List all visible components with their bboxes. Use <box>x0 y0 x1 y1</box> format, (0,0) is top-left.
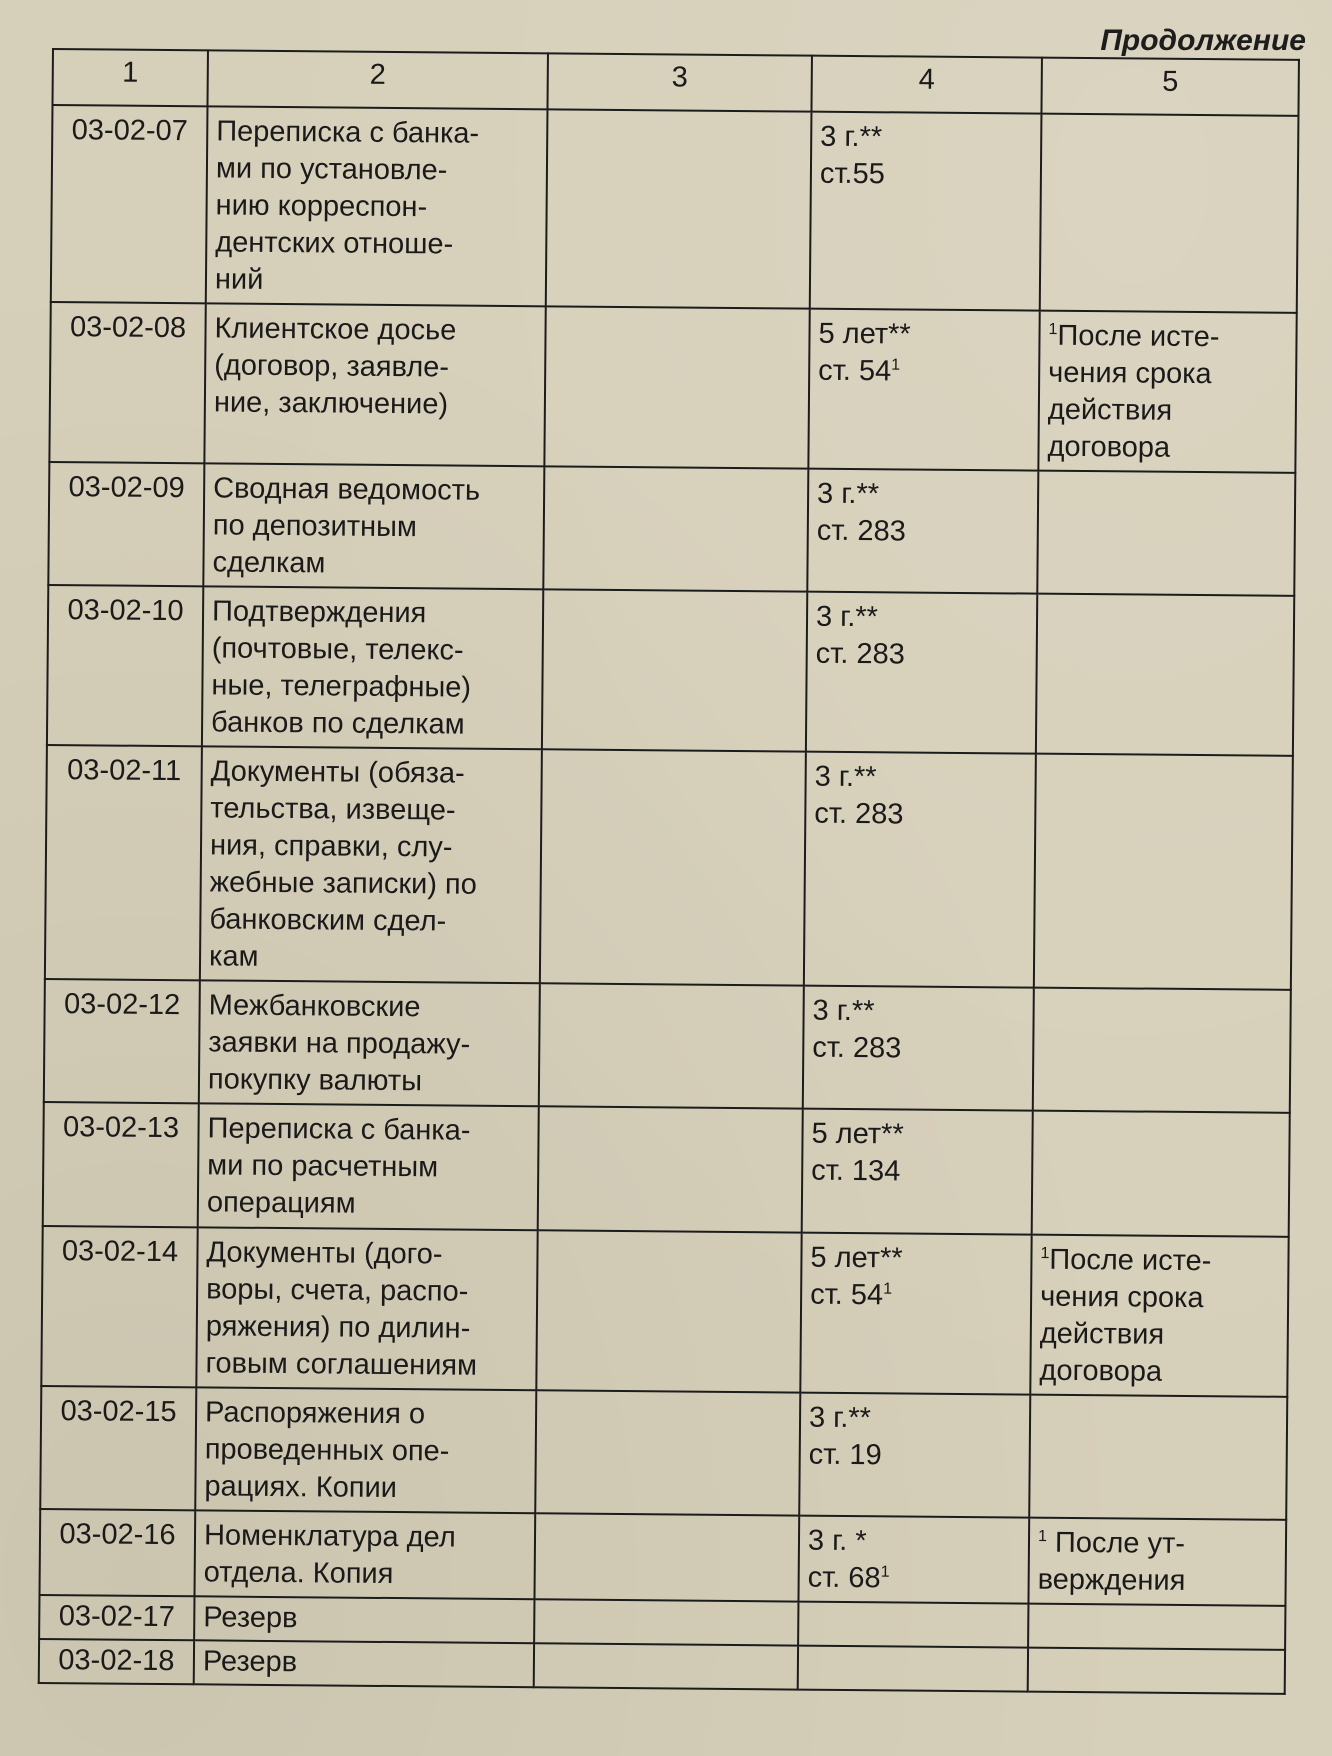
row-code: 03-02-09 <box>48 462 204 586</box>
row-title-line: Распоряжения о <box>204 1396 426 1431</box>
storage-term: 3 г.** <box>808 1401 872 1435</box>
storage-article-text: ст. 283 <box>815 637 905 671</box>
storage-term <box>807 1605 1019 1607</box>
storage-article <box>818 353 1030 392</box>
storage-term: 3 г.** <box>812 994 875 1028</box>
storage-article <box>807 1649 1019 1651</box>
row-note <box>1029 1395 1287 1520</box>
row-title-line: заявки на продажу- <box>208 1026 471 1061</box>
continuation-label: Продолжение <box>1100 24 1306 57</box>
header-col-1: 1 <box>53 49 208 106</box>
table-row <box>48 462 1295 596</box>
row-title-line: ния, справки, слу- <box>209 829 453 864</box>
row-storage-term <box>798 1646 1028 1692</box>
row-title-line: Переписка с банка- <box>207 1112 471 1147</box>
row-title-line: Резерв <box>202 1645 298 1679</box>
storage-article-text: ст. 54 <box>818 354 892 388</box>
row-storage-term <box>810 112 1042 311</box>
storage-term: 3 г.** <box>814 760 877 794</box>
storage-article <box>816 636 1028 675</box>
row-title-line: Резерв <box>203 1601 298 1635</box>
row-title <box>200 746 542 983</box>
row-title-line: проведенных опе- <box>204 1433 450 1468</box>
row-note <box>1034 754 1293 990</box>
row-storage-term <box>802 1109 1033 1235</box>
note-line <box>1038 1562 1277 1601</box>
row-title-line: ми по расчетным <box>207 1149 439 1184</box>
note-line <box>1048 318 1287 357</box>
row-note <box>1038 311 1296 473</box>
row-title-line: Подтверждения <box>211 595 427 630</box>
row-title-line: покупку валюты <box>207 1063 423 1098</box>
storage-article-text: ст. 19 <box>808 1438 882 1472</box>
note-text: После исте- <box>1057 319 1220 354</box>
row-col3 <box>542 589 807 751</box>
table-row <box>40 1386 1287 1520</box>
row-title-line: кам <box>208 940 259 973</box>
row-storage-term <box>803 986 1034 1111</box>
row-title <box>199 980 540 1106</box>
row-title-line: дентских отноше- <box>215 226 454 261</box>
row-code: 03-02-12 <box>44 979 200 1103</box>
note-footnote-mark: 1 <box>1040 1245 1050 1263</box>
header-col-4: 4 <box>811 56 1041 114</box>
note-line <box>1040 1242 1279 1281</box>
table-row <box>45 745 1293 990</box>
storage-term: 5 лет** <box>810 1241 903 1275</box>
row-title <box>206 106 548 306</box>
table-row <box>49 302 1296 473</box>
row-storage-term <box>804 752 1036 988</box>
row-title-line: воры, счета, распо- <box>206 1273 469 1308</box>
row-code: 03-02-13 <box>43 1102 199 1227</box>
row-note <box>1028 1604 1285 1650</box>
row-title-line: банковским сдел- <box>209 903 447 938</box>
note-line <box>1039 1353 1278 1392</box>
row-code: 03-02-11 <box>45 745 202 980</box>
row-note <box>1040 114 1299 313</box>
header-col-5: 5 <box>1041 58 1298 116</box>
storage-article-text: ст. 283 <box>812 1031 902 1065</box>
table-row <box>40 1509 1287 1606</box>
row-title-line: Межбанковские <box>208 989 421 1024</box>
storage-article <box>814 796 1026 835</box>
row-title <box>194 1640 534 1687</box>
table-body <box>39 105 1299 1694</box>
row-col3 <box>538 1106 803 1232</box>
row-title-line: ные, телеграфные) <box>211 669 472 704</box>
row-col3 <box>536 1230 801 1392</box>
row-storage-term <box>798 1602 1028 1648</box>
row-col3 <box>543 466 808 591</box>
row-storage-term <box>800 1233 1031 1395</box>
storage-term: 3 г.** <box>817 477 880 511</box>
note-line <box>1048 355 1287 394</box>
row-col3 <box>544 306 809 468</box>
storage-article-text: ст. 54 <box>810 1278 884 1312</box>
row-note <box>1037 471 1295 596</box>
row-title-line: отдела. Копия <box>203 1556 394 1591</box>
row-title-line: банков по сделкам <box>210 706 465 741</box>
row-title-line: Переписка с банка- <box>216 115 480 150</box>
row-title-line: ми по установле- <box>215 152 448 187</box>
note-line <box>1047 429 1286 468</box>
storage-article <box>810 1277 1022 1316</box>
article-footnote-mark: 1 <box>883 1280 893 1298</box>
row-title-line: (почтовые, телекс- <box>211 632 464 667</box>
storage-term: 5 лет** <box>811 1117 904 1151</box>
row-storage-term <box>799 1393 1030 1518</box>
row-col3 <box>534 1599 798 1645</box>
row-title <box>202 586 543 749</box>
row-title-line: Номенклатура дел <box>203 1519 456 1554</box>
note-text: действия <box>1039 1317 1165 1351</box>
row-code: 03-02-18 <box>39 1639 194 1684</box>
storage-article <box>811 1153 1023 1192</box>
row-title-line: операциям <box>206 1186 356 1220</box>
row-code: 03-02-16 <box>40 1509 196 1596</box>
row-code: 03-02-08 <box>49 302 205 463</box>
row-title-line: Документы (обяза- <box>210 755 465 790</box>
note-text: договора <box>1039 1354 1163 1388</box>
row-title <box>203 463 544 589</box>
row-code: 03-02-07 <box>51 105 208 303</box>
storage-article-text: ст.55 <box>819 157 885 191</box>
note-text: действия <box>1047 393 1173 427</box>
article-footnote-mark: 1 <box>891 356 901 374</box>
note-text: чения срока <box>1040 1280 1204 1315</box>
storage-article <box>820 156 1032 195</box>
note-text: После ут- <box>1046 1526 1186 1560</box>
storage-article-text: ст. 283 <box>816 514 907 548</box>
storage-article <box>808 1560 1020 1599</box>
row-title <box>196 1227 537 1390</box>
note-line <box>1048 392 1287 431</box>
row-note <box>1036 594 1294 756</box>
row-title-line: ний <box>214 263 264 296</box>
note-line <box>1040 1316 1279 1355</box>
note-text: договора <box>1047 430 1171 464</box>
row-title-line: ряжения) по дилин- <box>205 1310 471 1345</box>
row-storage-term <box>798 1516 1029 1604</box>
row-code: 03-02-10 <box>47 585 203 746</box>
row-title <box>195 1387 536 1513</box>
row-title <box>198 1103 539 1230</box>
row-title <box>204 303 545 466</box>
row-title-line: по депозитным <box>212 509 418 544</box>
note-line <box>1038 1525 1277 1564</box>
row-note <box>1033 988 1291 1113</box>
row-col3 <box>539 983 804 1108</box>
row-title-line: рациях. Копии <box>204 1470 398 1505</box>
table-row <box>47 585 1294 756</box>
storage-article-text: ст. 283 <box>814 797 904 831</box>
row-col3 <box>534 1513 799 1601</box>
storage-article <box>817 513 1029 552</box>
note-text: верждения <box>1037 1563 1186 1597</box>
storage-article <box>812 1030 1024 1069</box>
row-title-line: жебные записки) по <box>209 866 477 901</box>
article-footnote-mark: 1 <box>880 1563 890 1581</box>
row-note <box>1032 1111 1290 1237</box>
row-col3 <box>535 1390 800 1515</box>
row-title <box>194 1510 535 1599</box>
row-title-line: тельства, извеще- <box>210 792 456 827</box>
row-title-line: Клиентское досье <box>214 312 457 347</box>
note-footnote-mark: 1 <box>1037 1528 1048 1546</box>
storage-article <box>807 1605 1019 1607</box>
row-title-line: нию корреспон- <box>215 189 428 224</box>
row-storage-term <box>807 469 1038 594</box>
table-row <box>51 105 1299 313</box>
row-title <box>194 1596 534 1643</box>
row-code: 03-02-14 <box>41 1226 197 1387</box>
header-col-2: 2 <box>207 50 547 109</box>
note-text: чения срока <box>1048 356 1212 391</box>
storage-term: 5 лет** <box>818 317 911 351</box>
row-code: 03-02-15 <box>40 1386 196 1510</box>
row-col3 <box>540 749 806 985</box>
note-text: После исте- <box>1049 1243 1212 1278</box>
row-col3 <box>546 109 812 308</box>
row-title-line: сделкам <box>212 546 326 580</box>
storage-term <box>807 1649 1019 1651</box>
row-title-line: ние, заключение) <box>213 386 449 421</box>
storage-article <box>809 1437 1021 1476</box>
row-title-line: Документы (дого- <box>206 1236 443 1271</box>
row-note <box>1028 1518 1286 1606</box>
storage-article-text: ст. 134 <box>811 1154 901 1188</box>
storage-term: 3 г. * <box>807 1524 867 1558</box>
row-note <box>1030 1235 1288 1397</box>
row-storage-term <box>806 592 1037 754</box>
row-code: 03-02-17 <box>39 1595 194 1640</box>
row-title-line: Сводная ведомость <box>213 472 481 507</box>
table-row <box>41 1226 1288 1397</box>
note-footnote-mark: 1 <box>1048 321 1058 339</box>
table-row <box>44 979 1291 1113</box>
row-title-line: (договор, заявле- <box>214 349 450 384</box>
note-line <box>1040 1279 1279 1318</box>
header-col-3: 3 <box>547 53 811 111</box>
storage-term: 3 г.** <box>815 600 879 634</box>
row-col3 <box>534 1643 798 1689</box>
row-note <box>1028 1648 1285 1694</box>
table-row <box>43 1102 1290 1237</box>
nomenclature-table <box>38 48 1300 1695</box>
storage-term: 3 г.** <box>820 120 883 154</box>
row-storage-term <box>808 309 1039 471</box>
row-title-line: говым соглашениям <box>205 1347 478 1382</box>
storage-article-text: ст. 68 <box>807 1561 881 1595</box>
